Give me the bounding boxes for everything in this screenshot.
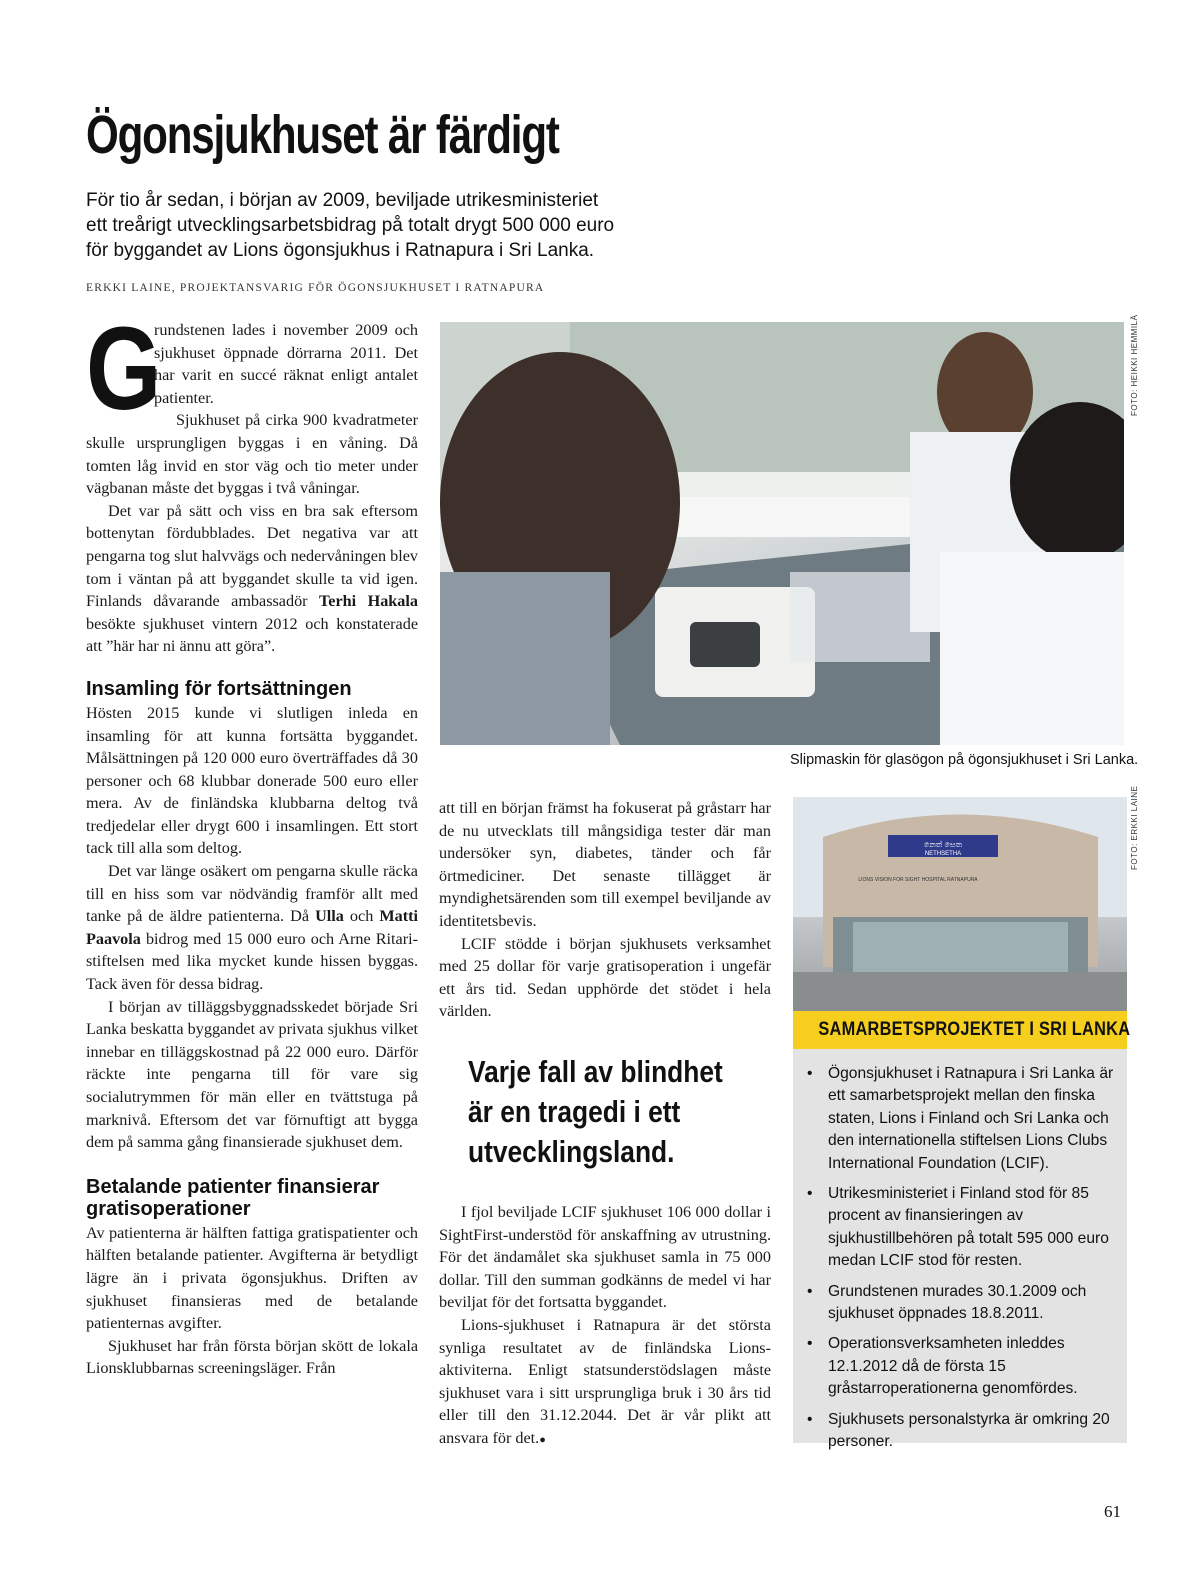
paragraph: Hösten 2015 kunde vi slutligen inleda en insamling för att kunna fortsätta byggandet. Målsättningen på 120 000 euro överträffades då 30 personer och 68 klubbar donerade 500 euro eller mera. Av de finländska klubbarna deltog två tredjedelar eller drygt 600 i insamlingen. Ett stort tack till alla som deltog. [86,703,418,858]
pull-quote-line: utvecklingsland. [468,1134,675,1169]
sign-sinhala: නෙත් සෙත [923,840,963,849]
paragraph: Lions-sjukhuset i Ratnapura är det största synliga resultatet av de finländska Lions-aktiviterna. Enligt statsunderstödslagen måste sjukhuset vara i sitt ursprungliga bruk i 30 års tid eller till den 31.12.2044. Det är vår plikt att ansvara för det.● [439,1315,771,1447]
paragraph: att till en början främst ha fokuserat på gråstarr har de nu utvecklats till mångsidiga tester där man undersöker syn, diabetes, tänder och får örtmediciner. Det senaste tillägget är myndighetsärenden som till exempel beviljande av identitetsbevis. [439,799,771,930]
paragraph: Det var på sätt och viss en bra sak eftersom bottenytan fördubblades. Det negativa var att pengarna tog slut halvvägs och nedervåningen blev tom i väntan på att byggandet skulle ta vid igen. Finlands dåvarande ambassadör Terhi Hakala besökte sjukhuset vintern 2012 och konstaterade att ”här har ni ännu att göra”. [86,501,418,656]
byline: ERKKI LAINE, PROJEKTANSVARIG FÖR ÖGONSJUKHUSET I RATNAPURA [86,282,545,294]
photo-credit: FOTO: ERKKI LAINE [1130,785,1139,870]
end-mark: ● [539,1433,546,1446]
subheading: Betalande patienter finansierar gratisoperationer [86,1175,380,1220]
article-lede [86,188,686,263]
page-number: 61 [1104,1502,1121,1521]
paragraph: Sjukhuset har från första början skött de lokala Lionsklubbarnas screeningsläger. Från [86,1336,418,1378]
fact-list [793,1049,1127,1454]
photo-caption: Slipmaskin för glasögon på ögonsjukhuset i Sri Lanka. [790,752,1139,768]
lede-line: För tio år sedan, i början av 2009, beviljade utrikesministeriet [86,190,599,211]
photo-illustration [440,322,1124,745]
photo-credit: FOTO: HEIKKI HEMMILÄ [1130,314,1139,416]
paragraph: Det var länge osäkert om pengarna skulle räcka till en hiss som var nödvändig framför allt med tanke på de äldre patienterna. Då Ulla och Matti Paavola bidrog med 15 000 euro och Arne Ritari-stiftelsen med lika mycket kunde hissen byggas. Tack även för dessa bidrag. [86,862,419,994]
pull-quote [468,1052,723,1172]
body-column-1 [86,303,419,1380]
drop-cap: G [86,303,162,435]
fact-item: • Ögonsjukhuset i Ratnapura i Sri Lanka är ett samarbetsprojekt mellan den finska staten, Lions i Finland och Sri Lanka och den internationella stiftelsen Lions Clubs International Foundation (LCIF). [817,1063,1117,1175]
paragraph: LCIF stödde i början sjukhusets verksamhet med 25 dollar för varje gratisoperation i ungefär ett års tid. Sedan upphörde det stödet i hela världen. [439,934,771,1021]
paragraph: I fjol beviljade LCIF sjukhuset 106 000 dollar i SightFirst-understöd för anskaffning av utrustning. För det ändamålet ska sjukhuset samla in 75 000 dollar. Till den summan godkänns de medel vi har beviljat för det fortsatta byggandet. [439,1202,771,1312]
paragraph: I början av tilläggsbyggnadsskedet började Sri Lanka beskatta byggandet av privata sjukhus vilket innebar en tilläggskostnad på 22 000 euro. Därför räckte inte pengarna till för vare sig socialutrymmen för män eller en tvättstuga på marknivå. Eftersom det var förnuftigt att bygga dem på samma gång finansierade sjukhuset dem. [86,997,418,1152]
pull-quote-line: Varje fall av blindhet [468,1054,723,1089]
person-name: Matti Paavola [86,907,419,948]
pull-quote-line: är en tragedi i ett [468,1094,681,1129]
photo-hospital-building [793,797,1127,1011]
photo-illustration [793,797,1127,1011]
sign-subtitle: LIONS VISION FOR SIGHT HOSPITAL RATNAPURA [858,877,978,883]
lede-line: ett treårigt utvecklingsarbetsbidrag på totalt drygt 500 000 euro [86,215,615,236]
article-title: Ögonsjukhuset är färdigt [86,105,559,165]
fact-box-heading: SAMARBETSPROJEKTET I SRI LANKA [793,1011,1127,1049]
paragraph: Sjukhuset på cirka 900 kvadratmeter skulle ursprungligen byggas i en våning. Då tomten låg invid en stor väg och tio meter under vägbanan måste det byggas i två våningar. [86,411,418,498]
fact-item: • Sjukhusets personalstyrka är omkring 20 personer. [817,1409,1117,1454]
sign-name: NETHSETHA [924,851,962,857]
fact-item: • Operationsverksamheten inleddes 12.1.2012 då de första 15 gråstarroperationerna genomfördes. [817,1333,1117,1400]
paragraph: Av patienterna är hälften fattiga gratispatienter och hälften betalande patienter. Avgifterna är betydligt lägre än i privata ögonsjukhus. Driften av sjukhuset finansieras med de betalande patienternas avgifter. [86,1223,418,1333]
fact-item: • Utrikesministeriet i Finland stod för 85 procent av finansieringen av sjukhustillbehören på totalt 595 000 euro medan LCIF stod för resten. [817,1183,1117,1273]
subheading: Insamling för fortsättningen [86,677,352,700]
fact-item: • Grundstenen murades 30.1.2009 och sjukhuset öppnades 18.8.2011. [817,1281,1117,1326]
person-name: Ulla [315,907,344,926]
photo-lens-grinding-machine [440,322,1124,745]
lede-line: för byggandet av Lions ögonsjukhus i Ratnapura i Sri Lanka. [86,240,595,261]
fact-box [793,1011,1131,1451]
person-name: Terhi Hakala [319,592,418,611]
paragraph: G rundstenen lades i november 2009 och sjukhuset öppnade dörrarna 2011. Det har varit en succé räknat enligt antalet patienter. [86,303,418,435]
